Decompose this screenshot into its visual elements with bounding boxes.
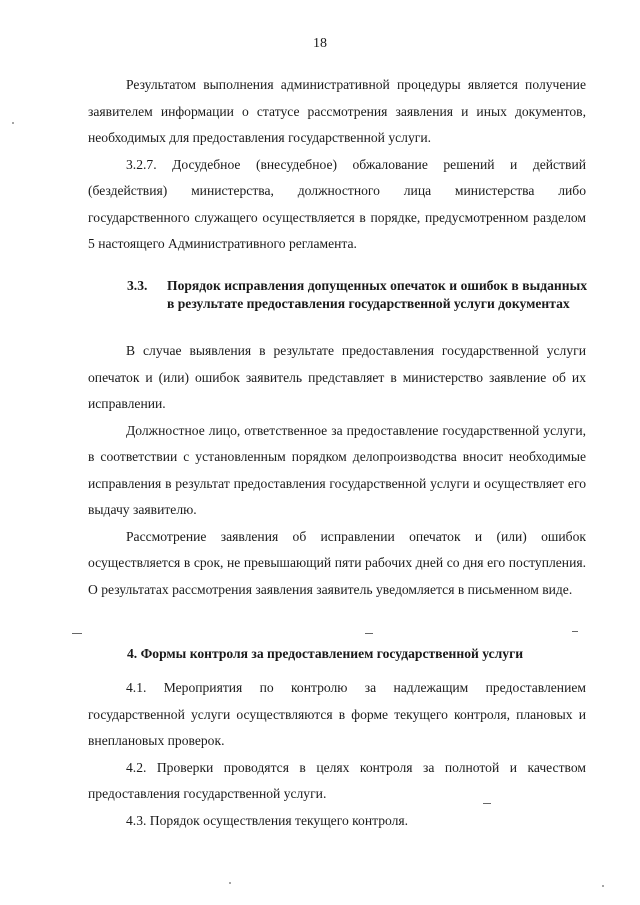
paragraph-review-period: Рассмотрение заявления об исправлении опечаток и (или) ошибок осуществляется в срок, не превышающий пяти рабочих дней со дня его поступления. О результатах рассмотрения заявления заявитель уведомляется в письменном виде. [88, 528, 586, 597]
section-heading-4: 4. Формы контроля за предоставлением государственной услуги [127, 646, 524, 661]
paragraph-4-3: 4.3. Порядок осуществления текущего контроля. [126, 812, 409, 828]
scan-mark [365, 633, 373, 634]
scan-dot [229, 882, 231, 884]
section-heading-3-3 [127, 277, 587, 313]
section-3-3-paragraphs [88, 338, 586, 603]
paragraph-official-corrections: Должностное лицо, ответственное за предоставление государственной услуги, в соответствии с установленным порядком делопроизводства вносит необходимые исправления в результат предоставления государственной услуги и осуществляет его выдачу заявителю. [88, 422, 586, 517]
section-number: 3.3. [127, 278, 148, 293]
top-paragraphs [88, 72, 586, 258]
paragraph-4-2: 4.2. Проверки проводятся в целях контроля за полнотой и качеством предоставления государственной услуги. [88, 759, 586, 801]
scan-mark [572, 631, 578, 632]
paragraph-4-1: 4.1. Мероприятия по контролю за надлежащим предоставлением государственной услуги осуществляются в форме текущего контроля, плановых и внеплановых проверок. [88, 680, 586, 748]
section-title: Порядок исправления допущенных опечаток и ошибок в выданных в результате предоставления государственной услуги документах [167, 278, 587, 311]
section-4-paragraphs [88, 675, 586, 834]
paragraph-3-2-7: 3.2.7. Досудебное (внесудебное) обжалование решений и действий (бездействия) министерства, должностного лица министерства либо государственного служащего осуществляется в порядке, предусмотренном разделом 5 настоящего Административного регламента. [88, 156, 586, 251]
scan-mark [483, 803, 491, 804]
page-number: 18 [313, 36, 327, 51]
paragraph-error-detection: В случае выявления в результате предоставления государственной услуги опечаток и (или) ошибок заявитель представляет в министерство заявление об их исправлении. [88, 343, 586, 411]
scan-mark [72, 633, 82, 634]
paragraph-result: Результатом выполнения административной процедуры является получение заявителем информации о статусе рассмотрения заявления и иных документов, необходимых для предоставления государственной услуги. [88, 77, 586, 145]
scan-dot [602, 885, 604, 887]
scan-dot [12, 122, 14, 124]
